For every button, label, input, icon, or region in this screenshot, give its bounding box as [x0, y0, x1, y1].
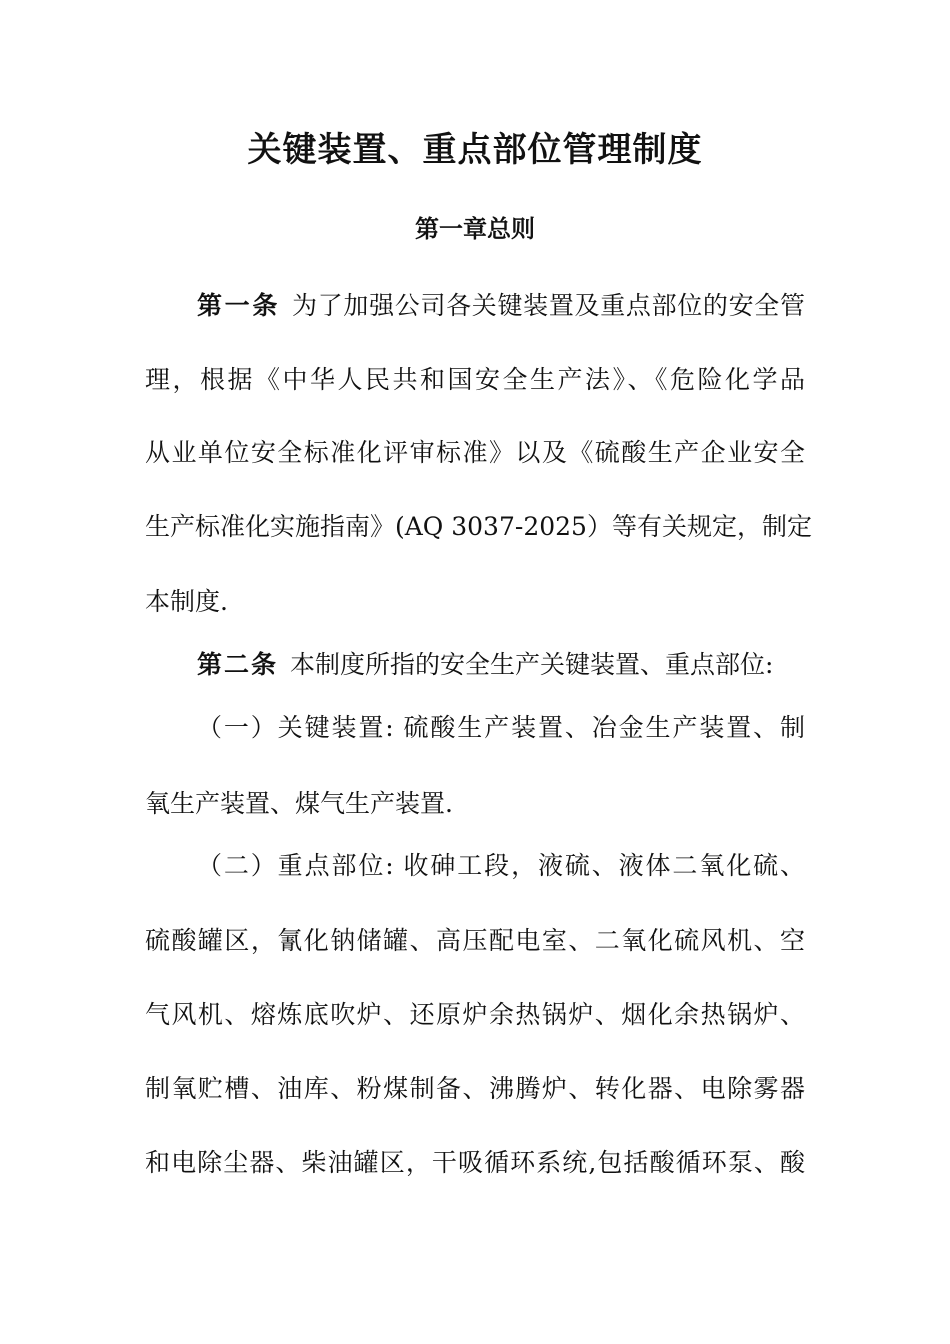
article1-line-1: [197, 286, 805, 326]
chapter-heading: 第一章总则: [415, 215, 535, 243]
article2-item2-line-2: 硫酸罐区，氰化钠储罐、高压配电室、二氧化硫风机、空: [145, 926, 805, 955]
article2-item2-line-4: 制氧贮槽、油库、粉煤制备、沸腾炉、转化器、电除雾器: [145, 1074, 805, 1103]
article1-text-1: 为了加强公司各关键装置及重点部位的安全管: [292, 291, 805, 320]
article1-line-5: 本制度.: [145, 587, 228, 616]
article1-line-3: 从业单位安全标准化评审标准》以及《硫酸生产企业安全: [145, 438, 805, 467]
article2-intro-line: [197, 645, 805, 685]
article2-item1-line-1: （一）关键装置: 硫酸生产装置、冶金生产装置、制: [197, 713, 805, 742]
article2-item1-line-2: 氧生产装置、煤气生产装置.: [145, 789, 453, 818]
article2-intro-text: 本制度所指的安全生产关键装置、重点部位:: [290, 650, 774, 679]
article1-line-4: 生产标准化实施指南》(AQ 3037-2025）等有关规定，制定: [145, 512, 812, 541]
article2-item2-line-5: 和电除尘器、柴油罐区，干吸循环系统,包括酸循环泵、酸: [145, 1148, 805, 1177]
article2-item2-line-3: 气风机、熔炼底吹炉、还原炉余热锅炉、烟化余热锅炉、: [145, 1000, 805, 1029]
article1-label: 第一条: [197, 291, 281, 320]
article2-item2-line-1: （二）重点部位: 收砷工段，液硫、液体二氧化硫、: [197, 851, 805, 880]
article2-label: 第二条: [197, 650, 279, 679]
article1-line-2: 理，根据《中华人民共和国安全生产法》、《危险化学品: [145, 365, 805, 394]
document-title: 关键装置、重点部位管理制度: [247, 130, 703, 170]
